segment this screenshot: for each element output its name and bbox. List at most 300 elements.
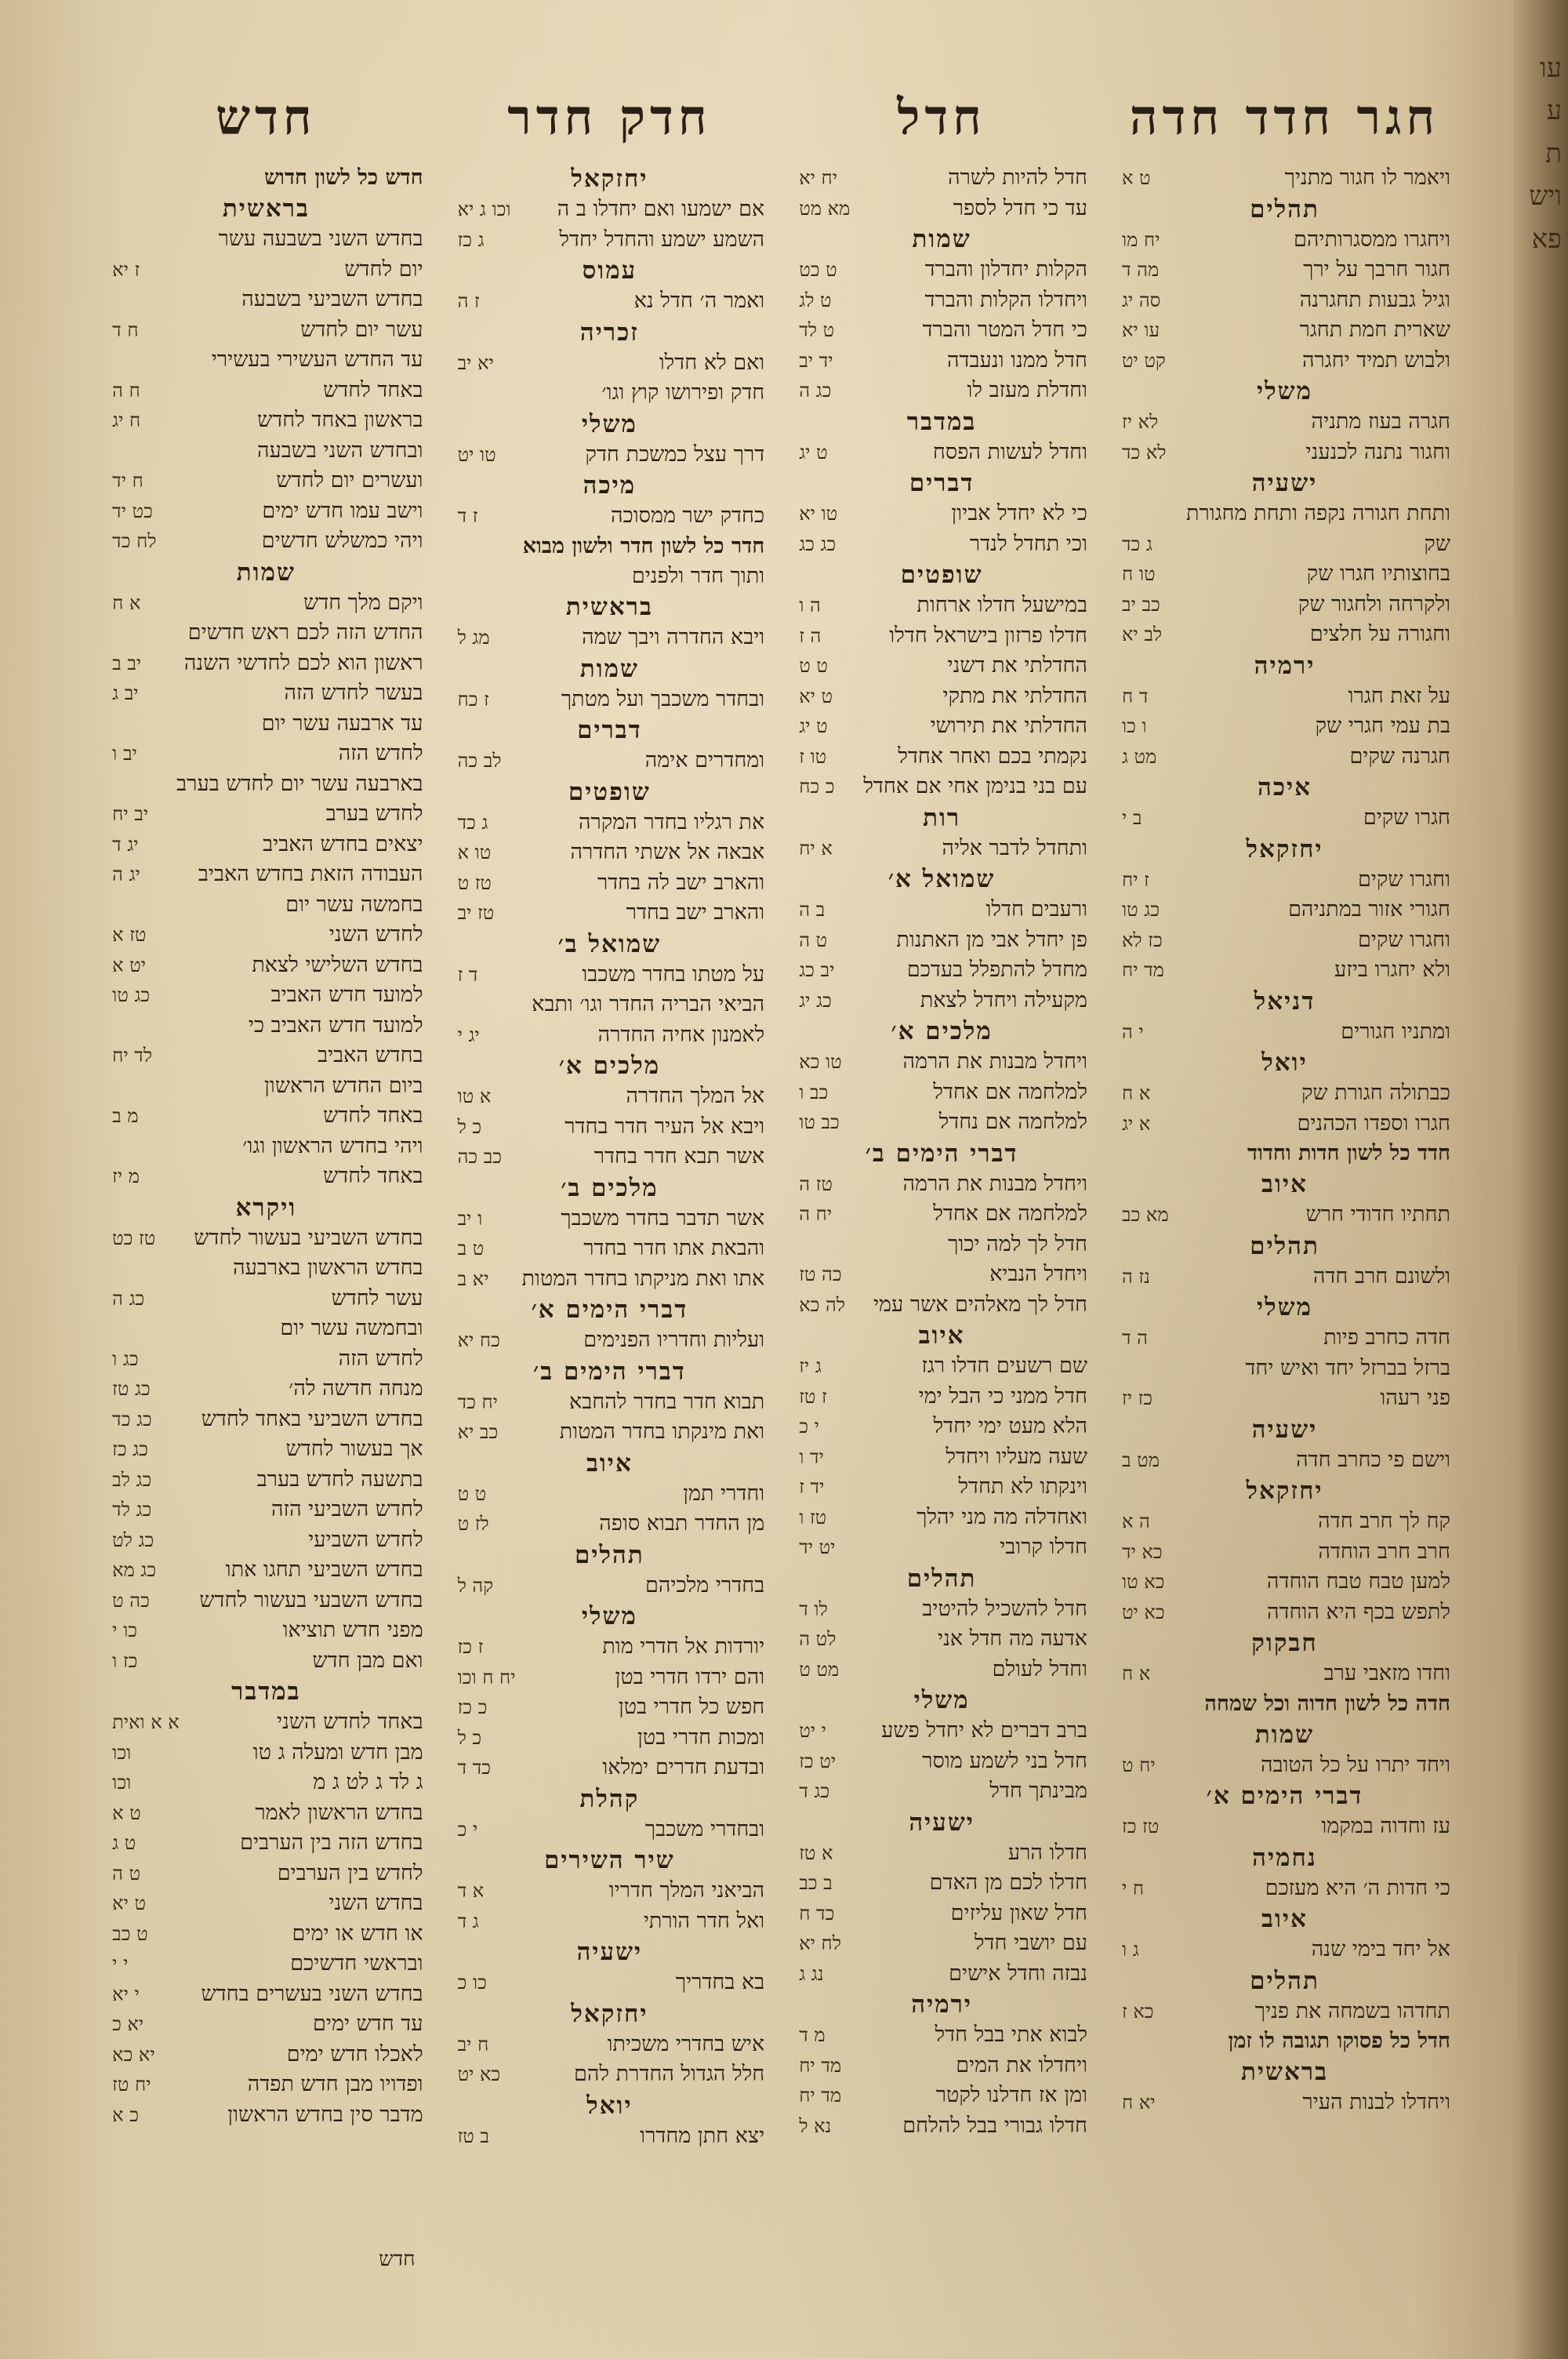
verse-entry — [109, 1919, 423, 1950]
verse-reference: לח יא — [799, 1932, 841, 1954]
book-heading: איוב — [1261, 1905, 1308, 1933]
spine-text — [1519, 47, 1562, 260]
verse-reference: ד ח — [1122, 685, 1149, 707]
verse-entry — [109, 1798, 423, 1829]
book-heading: תהלים — [1250, 194, 1319, 224]
verse-text: החדלתי את מתקי — [942, 683, 1087, 708]
verse-reference: יב ו — [112, 743, 137, 765]
verse-text: עז וחדוה במקמו — [1321, 1814, 1450, 1838]
verse-entry — [109, 1253, 423, 1284]
verse-reference: י כ — [457, 1818, 478, 1841]
verse-text: ג לד ג לט ג מ — [313, 1770, 423, 1794]
spine-fragment: ע — [1546, 95, 1562, 127]
verse-reference: יט א — [112, 954, 146, 976]
verse-text: בחדש השני בשבעה עשר — [218, 227, 423, 251]
verse-reference: כג לב — [112, 1468, 152, 1491]
verse-reference: ח יג — [112, 409, 141, 431]
verse-entry — [455, 1815, 765, 1845]
verse-entry — [109, 799, 423, 830]
verse-entry — [1119, 2088, 1450, 2118]
verse-reference: נג ג — [799, 1962, 824, 1985]
verse-entry — [109, 1161, 423, 1192]
verse-text: מחדל להתפלל בעדכם — [906, 958, 1087, 982]
verse-text: חגרנה שקים — [1349, 743, 1450, 769]
verse-text: באחד לחדש השני — [277, 1710, 423, 1734]
verse-entry — [1119, 925, 1450, 956]
verse-text: יצא חתן מחדרו — [640, 2123, 765, 2148]
verse-reference: כב טו — [799, 1111, 840, 1133]
verse-reference: יג ה — [112, 863, 140, 885]
verse-entry — [455, 1509, 765, 1539]
verse-reference: לז ט — [457, 1513, 489, 1535]
verse-text: ולא יחגרו ביזע — [1334, 958, 1450, 982]
book-heading: איוב — [918, 1321, 965, 1350]
verse-reference: יד ו — [799, 1445, 824, 1468]
verse-reference: וכו — [112, 1772, 132, 1794]
verse-text: אשר תבא חדר בחדר — [593, 1144, 765, 1169]
verse-entry — [796, 621, 1087, 652]
verse-reference: טז ה — [799, 1172, 833, 1195]
verse-reference: טז יב — [457, 902, 495, 924]
book-heading: רות — [923, 803, 961, 832]
verse-entry — [455, 1081, 765, 1112]
verse-reference: ד ז — [457, 963, 478, 986]
verse-reference: עו יא — [1122, 319, 1160, 341]
verse-text: עשר יום לחדש — [300, 317, 423, 342]
verse-reference: טו ח — [1122, 563, 1156, 585]
verse-reference: א יח — [799, 837, 833, 860]
verse-entry — [455, 1417, 765, 1448]
verse-entry — [796, 1472, 1087, 1503]
verse-text: הביאי הבריה החדר וגו׳ ותבא — [532, 992, 765, 1016]
verse-entry — [455, 378, 765, 409]
verse-text: למועד חדש האביב כי — [248, 1012, 423, 1038]
verse-text: ואחדלה מה מני יהלך — [916, 1504, 1087, 1529]
verse-text: בחדש השני — [328, 1891, 423, 1915]
verse-reference: א טו — [457, 1085, 492, 1107]
verse-entry — [796, 1351, 1087, 1382]
verse-text: ולקרחה ולחגור שק — [1298, 591, 1450, 616]
verse-entry — [455, 898, 765, 929]
verse-reference: כג יג — [799, 989, 832, 1012]
verse-reference: יא יב — [457, 351, 494, 374]
verse-text: שם רשעים חדלו רגז — [921, 1354, 1087, 1378]
book-heading: ישעיה — [576, 1938, 643, 1966]
verse-reference: י יא — [112, 1983, 140, 2005]
verse-entry — [109, 980, 423, 1011]
verse-text: ויבא החדרה ויבך שמה — [582, 625, 765, 649]
verse-text: חדל להיות לשרה — [948, 165, 1087, 190]
verse-entry — [1119, 225, 1450, 256]
verse-text: דרך עצל כמשכת חדק — [585, 442, 765, 467]
verse-entry — [455, 1632, 765, 1663]
verse-text: חדלו קרובי — [1000, 1535, 1087, 1559]
verse-entry — [455, 1753, 765, 1783]
verse-text: חגורי אזור במתניהם — [1288, 897, 1450, 921]
verse-text: חדלו גבורי בבל להלחם — [902, 2113, 1087, 2138]
verse-text: חלל הגדול החדרת להם — [574, 2062, 765, 2086]
verse-text: באחד לחדש — [323, 377, 423, 402]
verse-reference: טו יא — [799, 503, 838, 525]
verse-text: ובחדר משכבך ועל מטתך — [561, 686, 765, 711]
verse-entry — [796, 1412, 1087, 1442]
book-heading: תהלים — [1250, 1231, 1319, 1260]
verse-entry — [109, 224, 423, 255]
verse-reference: טז כז — [1122, 1816, 1160, 1837]
verse-reference: כג טו — [112, 984, 151, 1006]
verse-reference: א ח — [1122, 1663, 1151, 1685]
verse-entry — [109, 466, 423, 496]
verse-reference: וכו ג יא — [457, 198, 511, 220]
book-heading: במדבר — [906, 407, 977, 436]
verse-text: חפש כל חדרי בטן — [618, 1695, 765, 1719]
verse-text: וחדלת מעזב לו — [967, 378, 1087, 402]
verse-text: נבזה וחדל אישים — [949, 1961, 1087, 1986]
verse-text: לחדש בין הערבים — [277, 1860, 423, 1885]
concordance-column — [1119, 86, 1450, 2235]
verse-reference: ז כז — [457, 1636, 484, 1658]
verse-entry — [109, 588, 423, 619]
verse-text: חרב חרב הוחדה — [1318, 1539, 1450, 1564]
verse-reference: יג ד — [112, 833, 139, 856]
verse-reference: טז ט — [457, 871, 492, 894]
verse-text: לאכלו חדש ימים — [286, 2041, 423, 2066]
verse-reference: א טז — [799, 1841, 833, 1864]
verse-reference: לא יז — [1122, 411, 1159, 433]
verse-entry — [796, 834, 1087, 864]
verse-text: מדבר סין בחדש הראשון — [227, 2102, 423, 2127]
verse-reference: יד יב — [799, 349, 833, 372]
verse-reference: ו כו — [1122, 715, 1147, 737]
verse-reference: ז ה — [457, 290, 480, 312]
verse-reference: כו י — [112, 1619, 137, 1641]
verse-text: בחדש השביעי תחגו אתו — [225, 1558, 423, 1582]
verse-reference: כא טו — [1122, 1571, 1165, 1593]
verse-reference: כג כד — [112, 1408, 152, 1430]
verse-text: כי לא יחדל אביון — [951, 501, 1087, 525]
verse-reference: ו יב — [457, 1207, 483, 1230]
verse-text: ויהי בחדש הראשון וגו׳ — [242, 1133, 423, 1158]
verse-reference: ט א — [1122, 167, 1151, 189]
verse-reference: ח י — [1122, 1877, 1145, 1899]
verse-entry — [1119, 1323, 1450, 1354]
verse-entry — [796, 163, 1087, 194]
verse-entry — [1119, 163, 1450, 194]
verse-entry — [109, 1223, 423, 1254]
verse-entry — [796, 1594, 1087, 1625]
column-header: חדל — [897, 89, 986, 146]
verse-reference: מא מט — [799, 197, 851, 220]
verse-entry — [1119, 1354, 1450, 1384]
verse-entry — [796, 438, 1087, 468]
verse-entry — [1119, 499, 1450, 529]
verse-reference: י ה — [1122, 1020, 1144, 1043]
verse-text: למלחמה אם אחדל — [933, 1201, 1087, 1226]
verse-reference: לב יא — [1122, 623, 1163, 645]
verse-reference: מ ד — [799, 2024, 826, 2046]
verse-text: עשר לחדש — [331, 1285, 423, 1310]
verse-entry — [1119, 895, 1450, 925]
verse-entry — [796, 1169, 1087, 1200]
verse-entry — [109, 405, 423, 436]
verse-entry — [455, 1723, 765, 1754]
verse-entry — [796, 2020, 1087, 2051]
verse-text: או חדש או ימים — [292, 1921, 423, 1946]
verse-reference: ט ט — [799, 655, 828, 677]
book-heading: ישעיה — [909, 1808, 975, 1837]
verse-entry — [796, 1230, 1087, 1260]
verse-entry — [796, 1959, 1087, 1990]
verse-entry — [109, 2009, 423, 2040]
book-heading: בראשית — [1240, 2058, 1329, 2086]
verse-text: אך בעשור לחדש — [285, 1437, 423, 1461]
verse-text: לחדש השביעי — [308, 1527, 423, 1552]
spine-fragment: עו — [1540, 53, 1562, 84]
verse-text: ואם לא חדלו — [659, 350, 765, 375]
book-heading: משלי — [581, 409, 637, 438]
verse-reference: כו כ — [457, 1972, 487, 1994]
book-heading: שמות — [1254, 1720, 1315, 1749]
verse-entry — [1119, 438, 1450, 468]
verse-text: ורעבים חדלו — [985, 897, 1087, 921]
book-heading: עמוס — [582, 256, 637, 285]
book-heading: ויקרא — [235, 1193, 297, 1222]
verse-reference: י יט — [799, 1720, 826, 1742]
verse-text: ויחדלו לבנות העיר — [1302, 2090, 1450, 2114]
verse-text: על זאת חגרו — [1348, 683, 1450, 708]
verse-text: חדלו לכם מן האדם — [929, 1870, 1087, 1895]
verse-text: חדק ופירושו קוץ וגו׳ — [601, 380, 765, 405]
verse-text: לבוא אתי בבל חדל — [935, 2023, 1087, 2047]
verse-entry — [109, 1859, 423, 1889]
verse-entry — [796, 1776, 1087, 1807]
verse-text: וינקתו לא תחדל — [958, 1474, 1087, 1499]
verse-text: חגרו וספדו הכהנים — [1297, 1110, 1450, 1136]
verse-reference: י כ — [799, 1416, 819, 1438]
verse-reference: מא כב — [1122, 1204, 1169, 1226]
verse-text: בתשעה לחדש בערב — [256, 1467, 423, 1492]
book-heading: משלי — [913, 1686, 970, 1714]
verse-entry — [455, 1906, 765, 1937]
verse-reference: ג ד — [457, 1910, 479, 1932]
spine-fragment: ויש — [1529, 180, 1562, 213]
book-heading: תהלים — [906, 1564, 977, 1593]
verse-text: חגרו שקים — [1363, 805, 1450, 830]
verse-reference: יח מו — [1122, 228, 1160, 251]
verse-entry — [109, 1888, 423, 1919]
verse-reference: ב ה — [799, 899, 826, 921]
verse-entry — [109, 2100, 423, 2131]
verse-reference: כט יד — [112, 500, 153, 522]
verse-reference: כב יא — [457, 1421, 499, 1443]
verse-entry — [109, 2070, 423, 2100]
verse-text: בת עמי חגרי שק — [1315, 714, 1450, 738]
verse-entry — [796, 591, 1087, 621]
verse-text: בחמשה עשר יום — [285, 892, 423, 917]
verse-text: ותחדל לדבר אליה — [942, 835, 1087, 860]
verse-reference: ט א — [112, 1801, 141, 1824]
verse-reference: ז ד — [457, 505, 478, 527]
verse-entry — [455, 1479, 765, 1510]
verse-reference: מד יח — [799, 2054, 842, 2077]
verse-text: אדעה מה חדל אני — [938, 1627, 1087, 1651]
verse-entry — [455, 562, 765, 592]
verse-entry — [109, 951, 423, 981]
verse-text: ובחדרי משכבך — [644, 1816, 765, 1841]
book-heading: איוב — [586, 1448, 633, 1478]
verse-text: תבוא חדר בחדר להחבא — [569, 1389, 765, 1414]
catchword: חדש — [379, 2248, 416, 2271]
verse-reference: כז ו — [112, 1649, 138, 1672]
verse-entry — [109, 1616, 423, 1646]
book-heading: ישעיה — [1251, 1415, 1318, 1444]
verse-text: בחדש הראשון בארבעה — [233, 1256, 423, 1280]
verse-text: ובראשי חדשיכם — [290, 1951, 423, 1976]
concordance-column — [796, 86, 1087, 2235]
verse-text: ביום החדש הראשון — [264, 1073, 423, 1098]
verse-text: הביאני המלך חדריו — [608, 1878, 765, 1903]
verse-reference: ט לג — [799, 289, 832, 311]
verse-entry — [455, 2030, 765, 2060]
verse-reference: מד יח — [799, 2085, 842, 2106]
concordance-columns — [112, 86, 1450, 2271]
verse-reference: יח יא — [799, 167, 838, 189]
verse-reference: טז ו — [799, 1506, 827, 1528]
verse-text: ומכות חדרי בטן — [637, 1725, 765, 1750]
verse-entry — [796, 1624, 1087, 1655]
verse-reference: ט יא — [112, 1892, 146, 1914]
verse-reference: כד ד — [457, 1757, 492, 1779]
verse-entry — [455, 1571, 765, 1601]
verse-entry — [796, 711, 1087, 742]
verse-reference: קה ל — [457, 1574, 494, 1597]
verse-text: בחדש השביעי בשבעה — [241, 287, 423, 311]
verse-reference: מ ב — [112, 1105, 139, 1127]
book-heading: שופטים — [900, 561, 983, 589]
verse-entry — [1119, 590, 1450, 620]
verse-entry — [455, 1204, 765, 1234]
verse-text: וישב עמו חדש ימים — [262, 498, 423, 523]
verse-text: בחדש השבעי בעשור לחדש — [199, 1587, 423, 1612]
concordance-column — [109, 86, 423, 2271]
verse-text: ופדויו מבן חדש תפדה — [247, 2072, 423, 2096]
verse-entry — [109, 1374, 423, 1405]
verse-entry — [1119, 620, 1450, 650]
verse-reference: ה א — [1122, 1510, 1150, 1532]
verse-text: וחדרי תמן — [683, 1481, 765, 1506]
verse-reference: ח יד — [112, 470, 143, 492]
verse-entry — [1119, 1078, 1450, 1109]
verse-entry — [455, 1020, 765, 1051]
book-heading: בראשית — [565, 593, 653, 621]
book-heading: מלכים א׳ — [891, 1017, 993, 1045]
verse-text: חדלו פרזון בישראל חדלו — [889, 623, 1087, 648]
verse-text: ואם מבן חדש — [312, 1648, 423, 1673]
verse-reference: ג ו — [1122, 1939, 1139, 1961]
root-definition: חדל כל פסוקו תגובה לו זמן — [1228, 2029, 1450, 2053]
verse-entry — [109, 890, 423, 921]
verse-text: בראשון באחד לחדש — [257, 408, 423, 432]
verse-reference: ה ו — [799, 594, 821, 616]
verse-reference: כג לד — [112, 1499, 152, 1521]
verse-text: בחדש האביב — [318, 1043, 423, 1067]
verse-entry — [1119, 1383, 1450, 1414]
verse-entry — [1119, 1997, 1450, 2027]
concordance-column — [455, 86, 765, 2235]
verse-text: ותוך חדר ולפנים — [631, 563, 765, 588]
book-heading: מלכים ב׳ — [561, 1173, 659, 1202]
verse-entry — [109, 1344, 423, 1375]
verse-text: חדלו הרע — [1007, 1840, 1087, 1865]
verse-entry — [455, 1663, 765, 1693]
verse-text: עד כי חדל לספר — [953, 195, 1087, 220]
verse-entry — [1119, 1109, 1450, 1140]
verse-reference: כג ד — [799, 1780, 830, 1802]
verse-text: ויחדל מבנות את הרמה — [902, 1171, 1087, 1196]
book-heading: שמות — [912, 225, 971, 253]
verse-entry — [455, 838, 765, 868]
verse-reference: ט כט — [799, 259, 837, 281]
verse-text: והארב ישב בחדר — [626, 900, 765, 925]
verse-reference: יא כ — [112, 2013, 144, 2035]
verse-entry — [1119, 315, 1450, 346]
verse-text: ויבא אל העיר חדר בחדר — [564, 1114, 765, 1139]
verse-text: וחגור נתנה לכנעני — [1305, 439, 1450, 464]
verse-entry — [109, 1828, 423, 1859]
verse-reference: כד ח — [799, 1902, 835, 1925]
book-heading: יחזקאל — [571, 165, 648, 193]
verse-entry — [455, 1387, 765, 1418]
book-heading: יחזקאל — [571, 1999, 648, 2028]
verse-text: בחוצותיו חגרו שק — [1306, 562, 1450, 586]
verse-entry — [109, 1071, 423, 1102]
verse-text: בחדש הראשון לאמר — [255, 1800, 423, 1825]
verse-text: למועד חדש האביב — [270, 983, 423, 1007]
verse-text: מנחה חדשה לה׳ — [289, 1376, 423, 1401]
verse-text: פני רעהו — [1380, 1386, 1450, 1410]
verse-reference: כב כה — [457, 1146, 503, 1168]
verse-text: וחדל לעולם — [992, 1656, 1087, 1681]
verse-reference: כא יט — [457, 2063, 501, 2085]
book-heading: יחזקאל — [1246, 834, 1323, 863]
verse-reference: כז יז — [1122, 1387, 1153, 1409]
verse-text: אל המלך החדרה — [626, 1084, 765, 1108]
verse-reference: ז טז — [799, 1385, 827, 1408]
verse-text: ותחת חגורה נקפה ותחת מחגורת — [1186, 501, 1450, 525]
verse-entry — [796, 1838, 1087, 1869]
verse-reference: ב י — [1122, 807, 1142, 829]
verse-entry — [109, 2040, 423, 2070]
verse-text: באחד לחדש — [323, 1164, 423, 1188]
spine-fragment: ת — [1545, 137, 1562, 169]
verse-entry — [1119, 1507, 1450, 1537]
verse-text: ברזל בברזל יחד ואיש יחד — [1245, 1355, 1450, 1380]
verse-text: כבתולה חגורת שק — [1301, 1081, 1450, 1105]
column-header: חדק חדר — [507, 89, 712, 146]
root-definition: חדד כל לשון חדות וחדוד — [1247, 1141, 1450, 1165]
verse-reference: כא יד — [1122, 1540, 1163, 1563]
verse-entry — [109, 1949, 423, 1979]
verse-text: שארית חמת תחגר — [1299, 318, 1450, 342]
verse-reference: כ א — [112, 2103, 139, 2126]
verse-text: ועליות וחדריו הפנימים — [583, 1328, 765, 1352]
verse-entry — [796, 376, 1087, 406]
verse-entry — [109, 436, 423, 467]
verse-entry — [796, 1047, 1087, 1078]
verse-entry — [109, 345, 423, 376]
verse-text: ואמר ה׳ חדל נא — [633, 289, 765, 313]
verse-entry — [109, 1586, 423, 1616]
